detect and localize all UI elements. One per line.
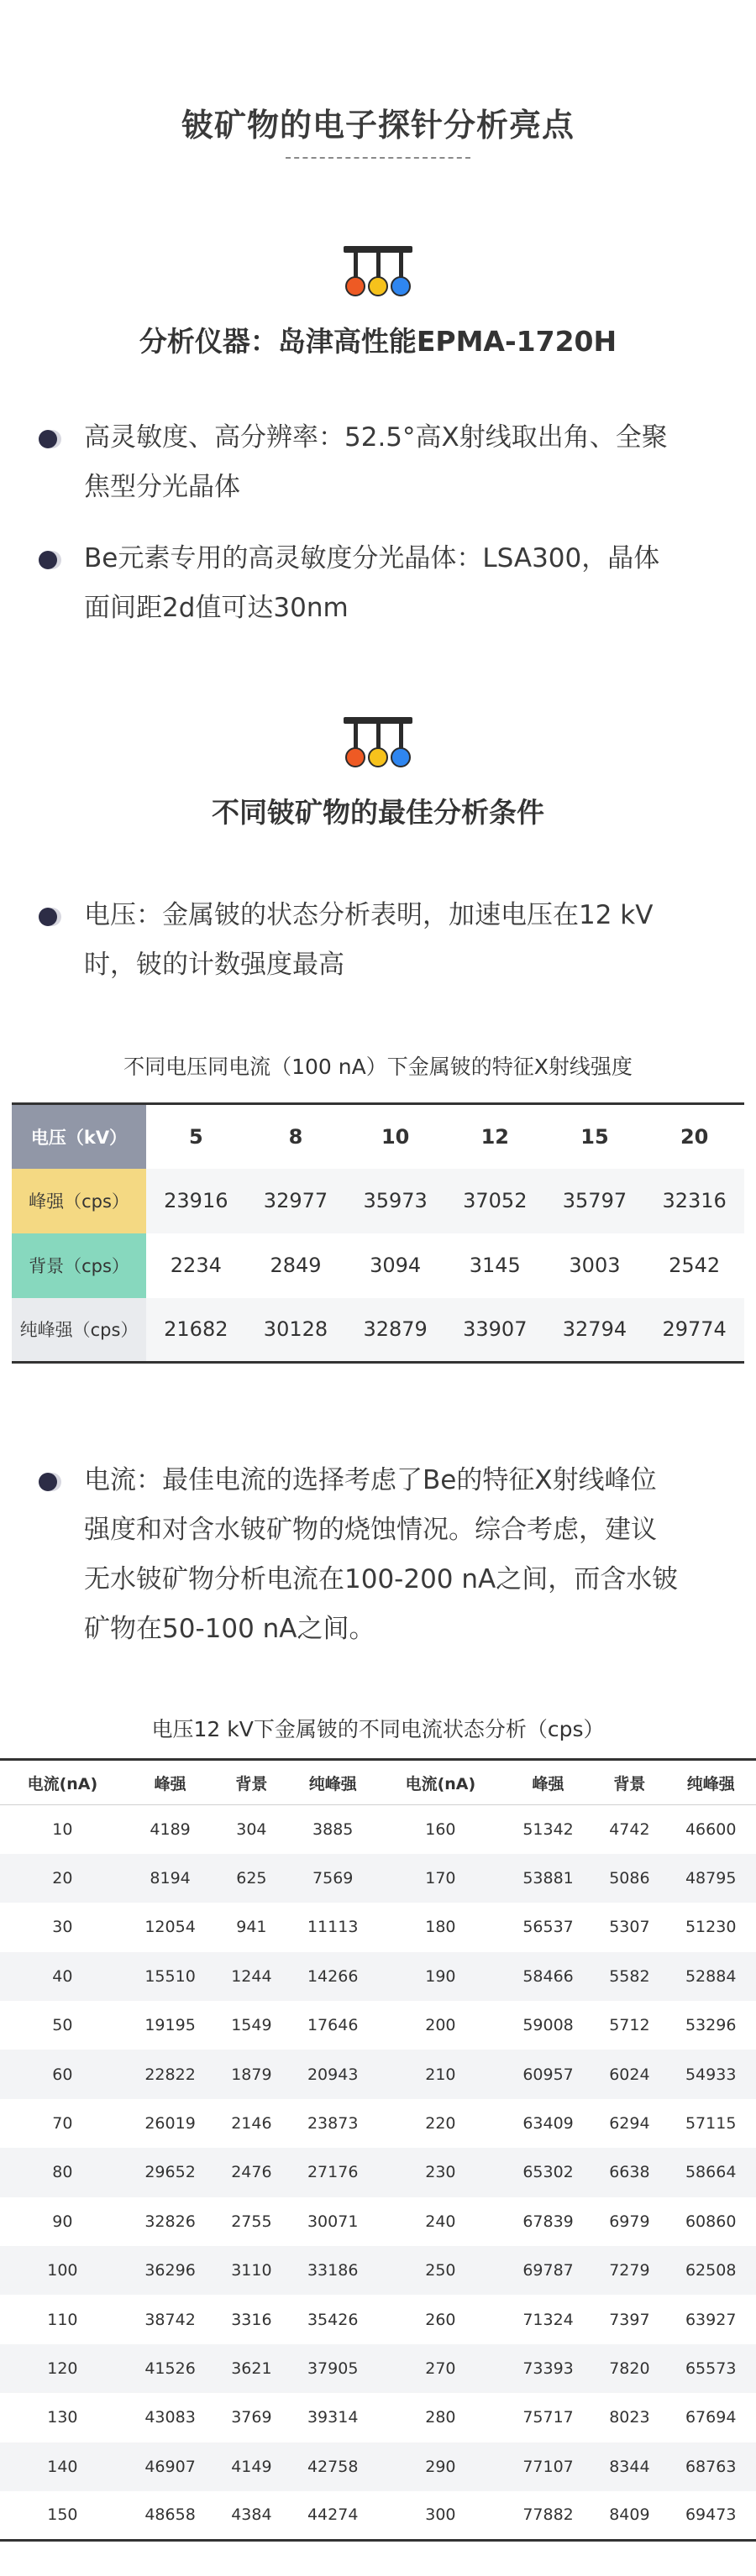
- table-row: [0, 2442, 756, 2491]
- table-cell: 56537: [522, 1918, 574, 1937]
- table-cell: 32316: [644, 1169, 744, 1233]
- column-header: 峰强: [503, 1760, 594, 1805]
- table-cell: 12054: [144, 1918, 196, 1937]
- table-cell: 38742: [144, 2310, 196, 2329]
- table-cell: 10: [52, 1819, 73, 1839]
- row-header: 峰强（cps）: [12, 1169, 146, 1233]
- table-cell: 7397: [609, 2310, 650, 2329]
- table-cell: 625: [215, 1854, 287, 1903]
- table-row: [0, 2197, 756, 2246]
- bullet-line: 时，铍的计数强度最高: [84, 950, 344, 980]
- table-cell: 5712: [609, 2016, 650, 2035]
- table-cell: 29774: [644, 1298, 744, 1363]
- table-cell: 220: [425, 2114, 456, 2134]
- bullet-voltage: [84, 891, 714, 990]
- bullet-line: 电压：金属铍的状态分析表明，加速电压在12 kV: [84, 900, 654, 930]
- instrument-heading: 分析仪器：岛津高性能EPMA-1720H: [139, 325, 617, 358]
- table-cell: 35426: [307, 2310, 359, 2329]
- table-cell: 17646: [307, 2016, 359, 2035]
- table-cell: 170: [378, 1854, 503, 1903]
- table-cell: 270: [378, 2344, 503, 2393]
- table-cell: 19195: [144, 2016, 196, 2035]
- table-cell: 2476: [215, 2148, 287, 2196]
- table-cell: 6979: [609, 2212, 650, 2231]
- table-cell: 43083: [144, 2408, 196, 2427]
- table-cell: 15: [580, 1124, 609, 1149]
- table-cell: 4384: [231, 2505, 272, 2525]
- table-cell: 12: [480, 1124, 509, 1149]
- table-cell: 69787: [503, 2246, 594, 2295]
- column-header: 峰强: [125, 1760, 216, 1805]
- table-cell: 3145: [469, 1254, 521, 1277]
- table-cell: 48658: [144, 2505, 196, 2525]
- table-row: [0, 2393, 756, 2442]
- table-cell: 260: [425, 2310, 456, 2329]
- table-cell: 23916: [146, 1169, 246, 1233]
- table-cell: 36296: [125, 2246, 216, 2295]
- table-row: [12, 1169, 744, 1233]
- table-cell: 3003: [569, 1254, 621, 1277]
- table-cell: 4149: [215, 2442, 287, 2491]
- table-cell: 3094: [370, 1254, 422, 1277]
- bullet-line: 焦型分光晶体: [84, 472, 240, 502]
- table-row: [0, 1805, 756, 1854]
- column-header: 纯峰强: [287, 1760, 378, 1805]
- table-cell: 53296: [685, 2016, 737, 2035]
- instrument-bullet-list: [0, 413, 756, 633]
- table-cell: 51230: [685, 1918, 737, 1937]
- table-row: [0, 1903, 756, 1951]
- table-cell: 941: [236, 1918, 267, 1937]
- column-header: 电流(nA): [0, 1760, 125, 1805]
- column-header: 背景: [593, 1760, 665, 1805]
- table-cell: 20: [680, 1124, 709, 1149]
- table-cell: 59008: [522, 2016, 574, 2035]
- table-cell: 2542: [669, 1254, 721, 1277]
- table-cell: 200: [425, 2016, 456, 2035]
- table-cell: 8409: [609, 2505, 650, 2525]
- table-cell: 77882: [522, 2505, 574, 2525]
- table-cell: 30071: [307, 2212, 359, 2231]
- table-cell: 44274: [307, 2505, 359, 2525]
- table-cell: 250: [378, 2246, 503, 2295]
- table-cell: 48795: [665, 1854, 756, 1903]
- table-cell: 1244: [215, 1952, 287, 2001]
- table-cell: 5: [188, 1124, 203, 1149]
- table-cell: 58466: [503, 1952, 594, 2001]
- table-cell: 42758: [287, 2442, 378, 2491]
- table-cell: 73393: [503, 2344, 594, 2393]
- table-cell: 10: [381, 1124, 410, 1149]
- newtons-cradle-icon: [340, 717, 416, 769]
- table-row: [0, 1854, 756, 1903]
- table-cell: 300: [425, 2505, 456, 2525]
- current-bullet-list: [0, 1456, 756, 1654]
- bullet-line: Be元素专用的高灵敏度分光晶体：LSA300，晶体: [84, 543, 660, 573]
- table-cell: 32977: [246, 1169, 346, 1233]
- table-cell: 2146: [231, 2114, 272, 2134]
- table-row: [0, 2050, 756, 2098]
- table-row: [0, 2148, 756, 2196]
- column-header: 电流(nA): [378, 1760, 503, 1805]
- page-title: 铍矿物的电子探针分析亮点: [181, 107, 575, 144]
- table-cell: 77107: [503, 2442, 594, 2491]
- table-cell: 27176: [287, 2148, 378, 2196]
- table-cell: 280: [425, 2408, 456, 2427]
- table-cell: 5307: [609, 1918, 650, 1937]
- bullet-dot-icon: [39, 908, 57, 926]
- table-cell: 37052: [445, 1169, 545, 1233]
- table-cell: 6024: [593, 2050, 665, 2098]
- bullet-line: 矿物在50-100 nA之间。: [84, 1614, 375, 1644]
- table-cell: 20943: [287, 2050, 378, 2098]
- table-cell: 230: [378, 2148, 503, 2196]
- bullet-sensitivity: [84, 413, 714, 512]
- table-cell: 67839: [522, 2212, 574, 2231]
- bullet-dot-icon: [39, 551, 57, 569]
- table-cell: 41526: [125, 2344, 216, 2393]
- table-cell: 3621: [215, 2344, 287, 2393]
- table-row: [0, 2001, 756, 2050]
- table-cell: 33186: [287, 2246, 378, 2295]
- newtons-cradle-icon: [340, 246, 416, 298]
- table-cell: 100: [0, 2246, 125, 2295]
- table-cell: 52884: [665, 1952, 756, 2001]
- current-analysis-table: [0, 1758, 756, 2542]
- table-cell: 32826: [144, 2212, 196, 2231]
- table-cell: 90: [52, 2212, 73, 2231]
- table-cell: 8023: [609, 2408, 650, 2427]
- column-header: 背景: [215, 1760, 287, 1805]
- table-cell: 240: [425, 2212, 456, 2231]
- table-cell: 14266: [287, 1952, 378, 2001]
- voltage-intensity-table: [12, 1102, 744, 1364]
- table-cell: 8: [288, 1124, 303, 1149]
- table-row: [12, 1233, 744, 1298]
- table-cell: 6638: [593, 2148, 665, 2196]
- table-cell: 210: [378, 2050, 503, 2098]
- table-cell: 60860: [685, 2212, 737, 2231]
- table-cell: 4742: [609, 1819, 650, 1839]
- table-cell: 160: [425, 1819, 456, 1839]
- current-table-title: 电压12 kV下金属铍的不同电流状态分析（cps）: [151, 1717, 605, 1741]
- table-row: [0, 2295, 756, 2343]
- table-cell: 58664: [665, 2148, 756, 2196]
- row-header: 背景（cps）: [12, 1233, 146, 1298]
- table-cell: 67694: [685, 2408, 737, 2427]
- table-cell: 35797: [545, 1169, 645, 1233]
- bullet-line: 强度和对含水铍矿物的烧蚀情况。综合考虑，建议: [84, 1515, 657, 1545]
- table-cell: 8194: [125, 1854, 216, 1903]
- bullet-current: [84, 1456, 714, 1654]
- table-cell: 26019: [144, 2114, 196, 2134]
- table-cell: 140: [0, 2442, 125, 2491]
- table-cell: 1549: [231, 2016, 272, 2035]
- table-cell: 5086: [593, 1854, 665, 1903]
- table-row: [12, 1298, 744, 1363]
- voltage-table-title: 不同电压同电流（100 nA）下金属铍的特征X射线强度: [123, 1055, 633, 1079]
- table-cell: 4189: [150, 1819, 191, 1839]
- table-cell: 3110: [215, 2246, 287, 2295]
- table-cell: 110: [47, 2310, 78, 2329]
- table-cell: 2755: [231, 2212, 272, 2231]
- table-cell: 3885: [312, 1819, 354, 1839]
- table-cell: 3316: [231, 2310, 272, 2329]
- table-cell: 57115: [685, 2114, 737, 2134]
- table-body: [0, 1805, 756, 2541]
- table-cell: 21682: [146, 1298, 246, 1363]
- bullet-dot-icon: [39, 1473, 57, 1491]
- table-cell: 37905: [287, 2344, 378, 2393]
- table-cell: 29652: [125, 2148, 216, 2196]
- table-cell: 69473: [685, 2505, 737, 2525]
- table-cell: 33907: [445, 1298, 545, 1363]
- table-cell: 23873: [307, 2114, 359, 2134]
- table-cell: 54933: [665, 2050, 756, 2098]
- table-cell: 40: [0, 1952, 125, 2001]
- table-cell: 304: [236, 1819, 267, 1839]
- table-header-row: [0, 1760, 756, 1805]
- table-cell: 35973: [345, 1169, 445, 1233]
- table-cell: 60: [0, 2050, 125, 2098]
- table-cell: 50: [52, 2016, 73, 2035]
- table-cell: 15510: [125, 1952, 216, 2001]
- row-header: 纯峰强（cps）: [12, 1298, 146, 1363]
- table-cell: 51342: [522, 1819, 574, 1839]
- table-cell: 70: [52, 2114, 73, 2134]
- table-cell: 68763: [665, 2442, 756, 2491]
- table-cell: 290: [378, 2442, 503, 2491]
- table-cell: 20: [0, 1854, 125, 1903]
- table-cell: 5582: [593, 1952, 665, 2001]
- table-cell: 75717: [522, 2408, 574, 2427]
- table-cell: 7279: [593, 2246, 665, 2295]
- bullet-line: 面间距2d值可达30nm: [84, 593, 349, 623]
- voltage-bullet-list: [0, 891, 756, 990]
- bullet-line: 无水铍矿物分析电流在100-200 nA之间，而含水铍: [84, 1564, 679, 1594]
- table-cell: 1879: [215, 2050, 287, 2098]
- table-cell: 46907: [125, 2442, 216, 2491]
- table-cell: 46600: [685, 1819, 737, 1839]
- table-cell: 62508: [665, 2246, 756, 2295]
- table-cell: 7820: [593, 2344, 665, 2393]
- table-cell: 80: [0, 2148, 125, 2196]
- table-cell: 190: [378, 1952, 503, 2001]
- table-cell: 65302: [503, 2148, 594, 2196]
- table-cell: 32879: [345, 1298, 445, 1363]
- column-header: 纯峰强: [665, 1760, 756, 1805]
- table-cell: 2234: [170, 1254, 222, 1277]
- table-cell: 60957: [503, 2050, 594, 2098]
- table-row: [12, 1104, 744, 1169]
- table-cell: 32794: [545, 1298, 645, 1363]
- table-cell: 180: [425, 1918, 456, 1937]
- table-row: [0, 2099, 756, 2148]
- table-cell: 63409: [522, 2114, 574, 2134]
- conditions-heading: 不同铍矿物的最佳分析条件: [212, 796, 544, 829]
- table-row: [0, 2344, 756, 2393]
- bullet-dot-icon: [39, 430, 57, 448]
- table-cell: 30: [52, 1918, 73, 1937]
- table-row: [0, 1952, 756, 2001]
- table-row: [0, 2246, 756, 2295]
- table-cell: 120: [0, 2344, 125, 2393]
- table-cell: 53881: [503, 1854, 594, 1903]
- bullet-line: 电流：最佳电流的选择考虑了Be的特征X射线峰位: [84, 1465, 657, 1495]
- table-cell: 6294: [609, 2114, 650, 2134]
- table-cell: 65573: [665, 2344, 756, 2393]
- table-cell: 63927: [685, 2310, 737, 2329]
- table-cell: 7569: [287, 1854, 378, 1903]
- table-cell: 39314: [307, 2408, 359, 2427]
- table-cell: 2849: [270, 1254, 322, 1277]
- table-cell: 11113: [307, 1918, 359, 1937]
- table-cell: 30128: [246, 1298, 346, 1363]
- table-cell: 150: [47, 2505, 78, 2525]
- row-header: 电压（kV）: [12, 1104, 146, 1169]
- table-row: [0, 2491, 756, 2540]
- table-cell: 130: [47, 2408, 78, 2427]
- table-cell: 3769: [231, 2408, 272, 2427]
- table-cell: 22822: [125, 2050, 216, 2098]
- table-cell: 8344: [593, 2442, 665, 2491]
- bullet-line: 高灵敏度、高分辨率：52.5°高X射线取出角、全聚: [84, 422, 668, 453]
- bullet-crystal: [84, 534, 714, 633]
- table-cell: 71324: [522, 2310, 574, 2329]
